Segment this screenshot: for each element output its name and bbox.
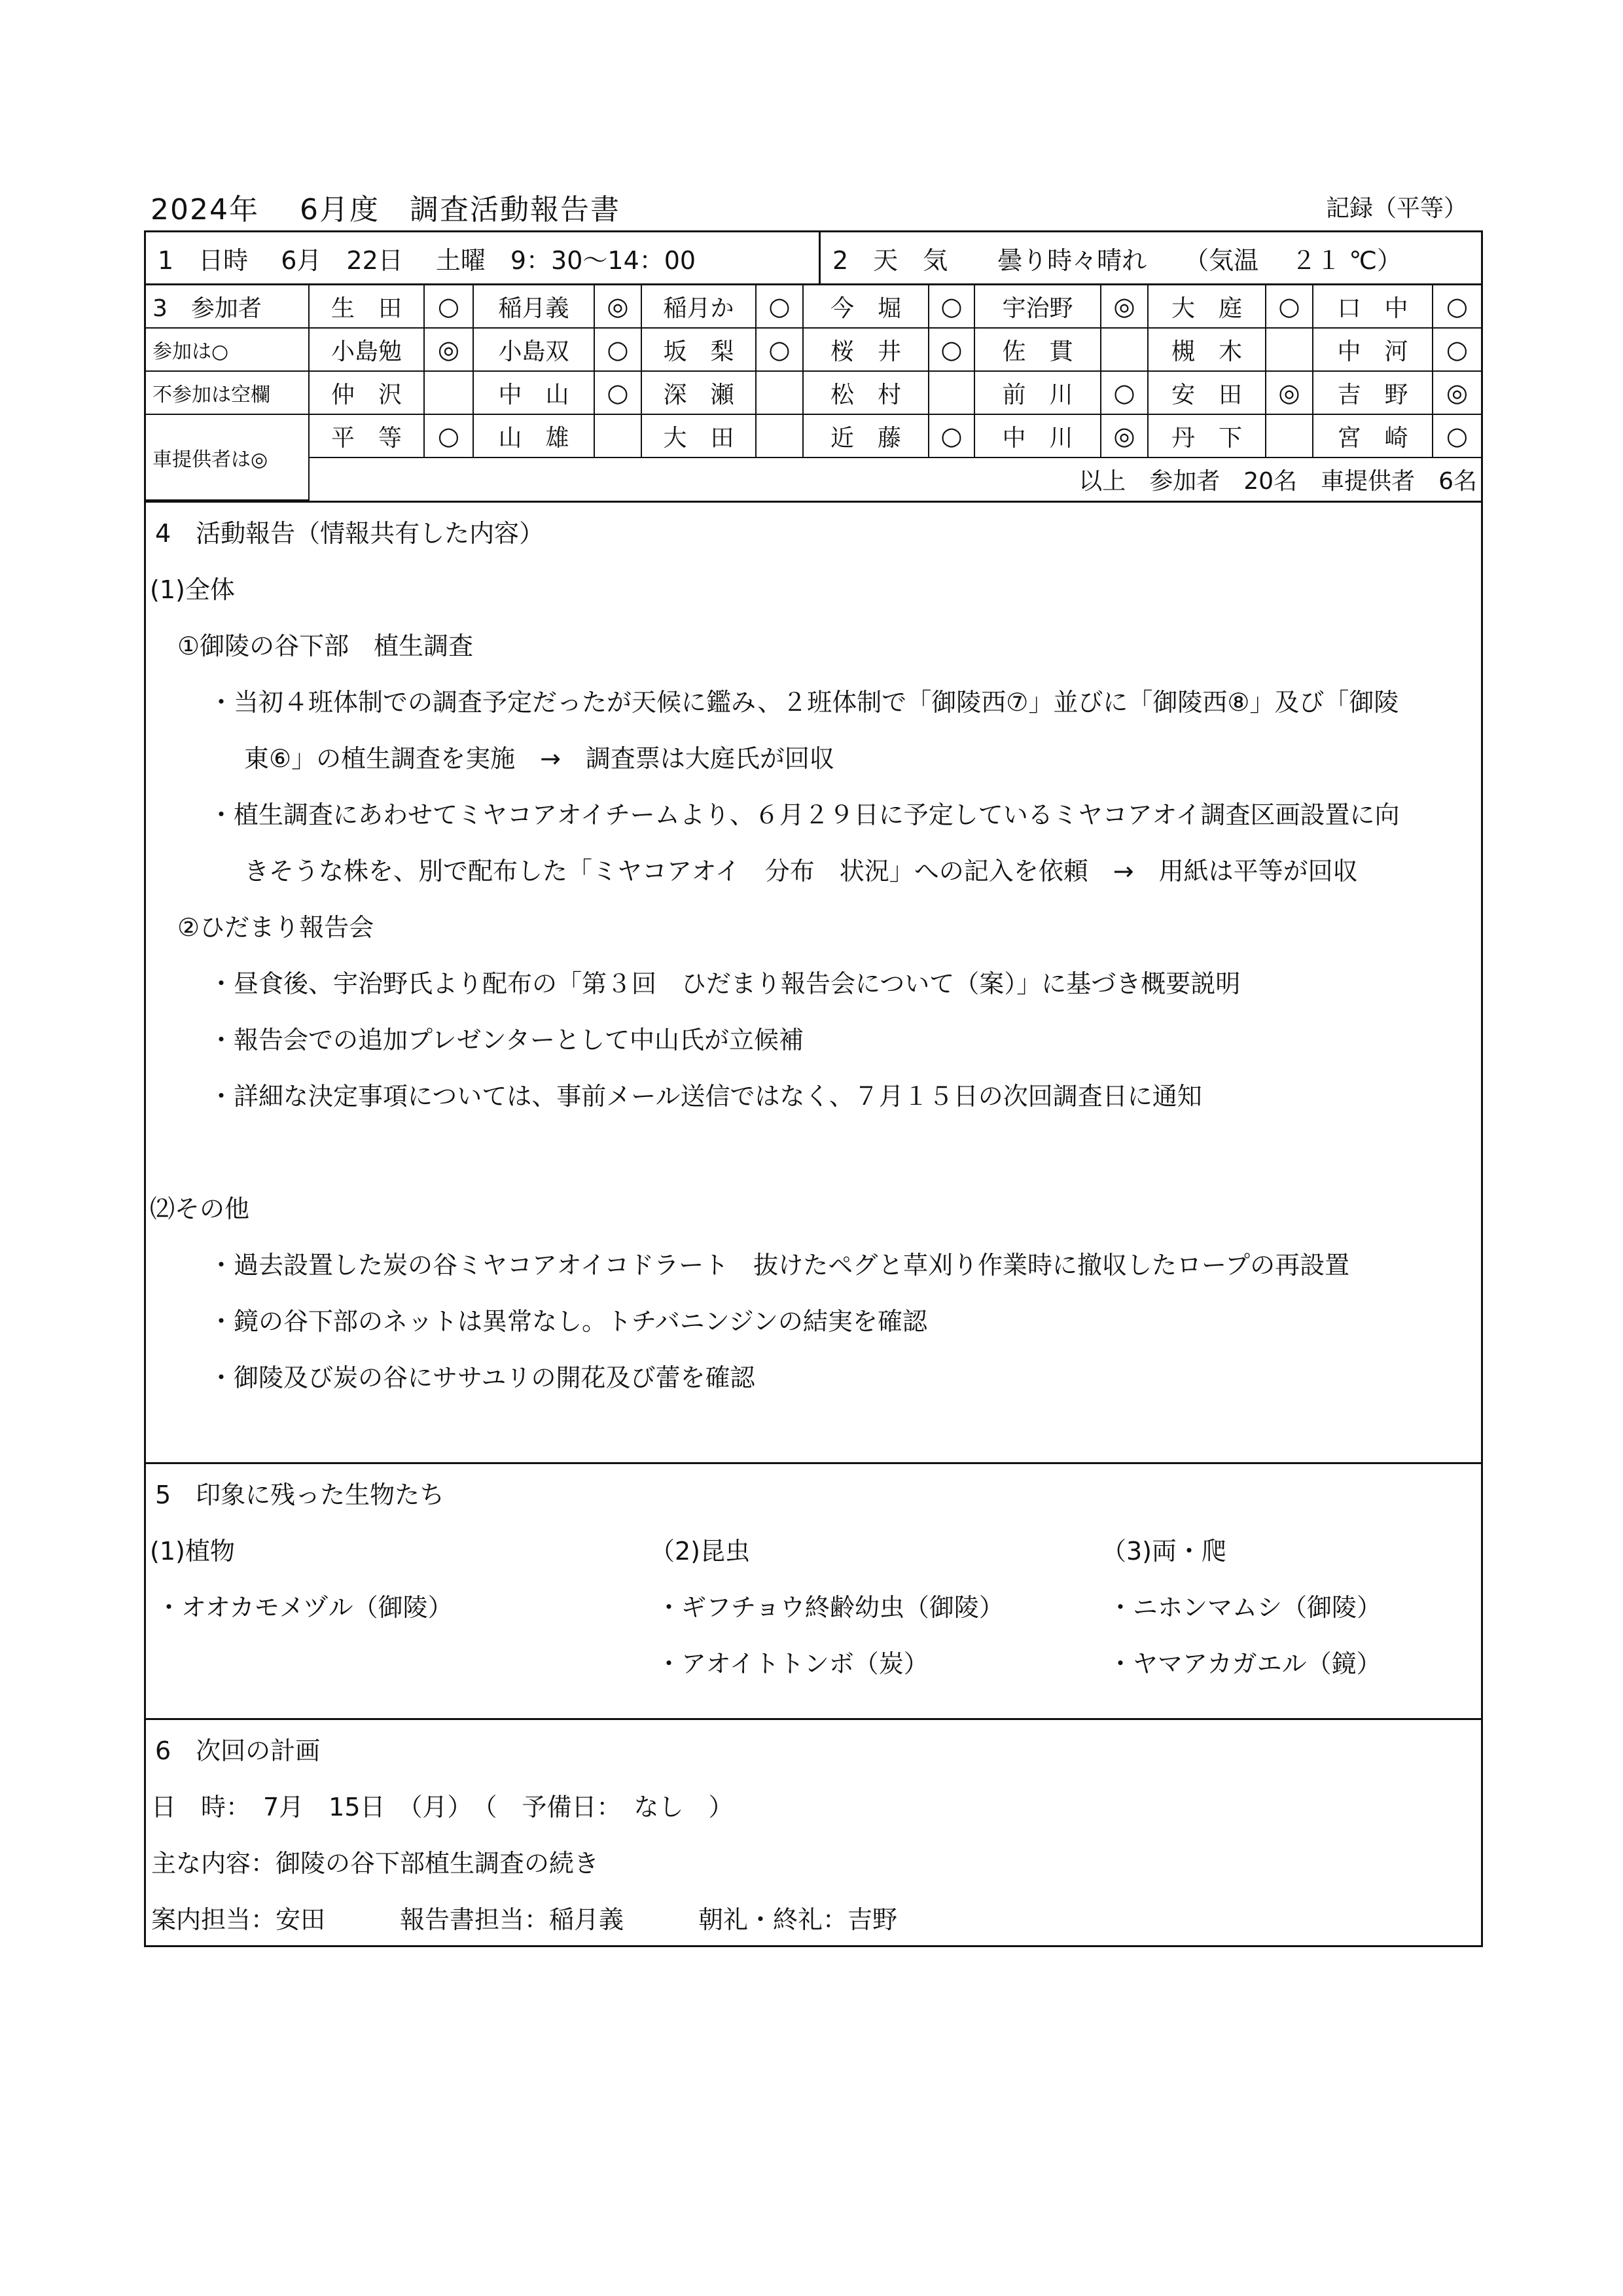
member-name: 丹 下 — [1148, 414, 1266, 457]
attendance-legend: 参加は○ — [146, 328, 309, 371]
attendance-mark: ○ — [1433, 285, 1481, 328]
creature-column-plants — [146, 1520, 650, 1689]
attendance-row — [146, 371, 1481, 414]
creature-heading: （3)両・爬 — [1101, 1536, 1227, 1566]
attendance-mark: ○ — [756, 328, 803, 371]
attendance-mark: ◎ — [1101, 414, 1148, 457]
attendance-total-row — [146, 457, 1481, 500]
attendance-row — [146, 328, 1481, 371]
member-name: 槻 木 — [1148, 328, 1266, 371]
attendance-mark: ○ — [1433, 328, 1481, 371]
attendance-table — [146, 285, 1481, 501]
subsection-other: ⑵その他 — [150, 1194, 250, 1223]
report-line: きそうな株を、別で配布した「ミヤコアオイ 分布 状況」への記入を依頼 → 用紙は平等が回収 — [244, 856, 1358, 886]
subsection-overall: (1)全体 — [150, 575, 235, 604]
report-line: ・昼食後、宇治野氏より配布の「第３回 ひだまり報告会について（案）」に基づき概要説明 — [209, 969, 1241, 998]
section-attendance — [146, 283, 1481, 501]
document-header — [144, 181, 1479, 226]
item-vegetation-title: ①御陵の谷下部 植生調査 — [177, 631, 474, 660]
report-line: ・鏡の谷下部のネットは異常なし。トチバニンジンの結実を確認 — [209, 1306, 927, 1336]
attendance-mark: ◎ — [1101, 285, 1148, 328]
report-line: ・報告会での追加プレゼンターとして中山氏が立候補 — [209, 1025, 804, 1054]
member-name: 平 等 — [309, 414, 424, 457]
attendance-mark — [929, 371, 974, 414]
spacer — [146, 1689, 1481, 1718]
attendance-legend: 3 参加者 — [146, 285, 309, 328]
report-sheet — [144, 230, 1483, 1947]
section-next-plan — [146, 1718, 1481, 1945]
member-name: 宮 崎 — [1313, 414, 1433, 457]
creature-columns — [146, 1520, 1481, 1689]
attendance-mark: ○ — [929, 328, 974, 371]
datetime-cell: 1 日時 6月 22日 土曜 9：30〜14：00 — [158, 245, 696, 275]
member-name: 安 田 — [1148, 371, 1266, 414]
creature-item: ・アオイトトンボ（炭） — [656, 1649, 929, 1678]
next-plan-date: 日 時： 7月 15日 （月） （ 予備日： なし ） — [151, 1792, 734, 1821]
attendance-mark: ○ — [594, 328, 641, 371]
attendance-mark — [424, 371, 473, 414]
creature-item: ・ギフチョウ終齢幼虫（御陵） — [656, 1592, 1004, 1622]
activity-report-title: 4 活動報告（情報共有した内容） — [155, 518, 544, 548]
creature-item: ・オオカモメヅル（御陵） — [156, 1592, 453, 1622]
attendance-row — [146, 285, 1481, 328]
next-plan-staff: 案内担当：安田 報告書担当：稲月義 朝礼・終礼：吉野 — [151, 1905, 898, 1934]
attendance-legend: 不参加は空欄 — [146, 371, 309, 414]
member-name: 大 庭 — [1148, 285, 1266, 328]
attendance-mark — [594, 414, 641, 457]
attendance-mark: ○ — [1101, 371, 1148, 414]
attendance-legend: 車提供者は◎ — [146, 414, 309, 500]
report-line: ・過去設置した炭の谷ミヤコアオイコドラート 抜けたペグと草刈り作業時に撤収したロープの再設置 — [209, 1250, 1350, 1280]
member-name: 佐 貫 — [974, 328, 1101, 371]
member-name: 小島双 — [473, 328, 594, 371]
attendance-mark: ○ — [594, 371, 641, 414]
attendance-mark: ◎ — [1266, 371, 1313, 414]
attendance-mark — [1266, 328, 1313, 371]
member-name: 仲 沢 — [309, 371, 424, 414]
member-name: 稲月義 — [473, 285, 594, 328]
next-plan-content: 主な内容：御陵の谷下部植生調査の続き — [151, 1848, 599, 1878]
spacer — [146, 1122, 1481, 1178]
weather-cell: 2 天 気 曇り時々晴れ （気温 ２１ ℃） — [820, 232, 1482, 283]
member-name: 稲月か — [641, 285, 756, 328]
member-name: 宇治野 — [974, 285, 1101, 328]
item-meeting-title: ②ひだまり報告会 — [177, 912, 374, 942]
member-name: 中 川 — [974, 414, 1101, 457]
attendance-mark — [1266, 414, 1313, 457]
creature-heading: （2)昆虫 — [650, 1536, 751, 1566]
section-datetime-weather — [146, 232, 1481, 283]
section-activity-report — [146, 501, 1481, 1462]
attendance-mark: ○ — [1433, 414, 1481, 457]
member-name: 山 雄 — [473, 414, 594, 457]
creature-item: ・ニホンマムシ（御陵） — [1108, 1592, 1382, 1622]
attendance-mark: ○ — [424, 414, 473, 457]
member-name: 坂 梨 — [641, 328, 756, 371]
member-name: 生 田 — [309, 285, 424, 328]
next-plan-title: 6 次回の計画 — [155, 1736, 321, 1765]
report-line: ・詳細な決定事項については、事前メール送信ではなく、７月１５日の次回調査日に通知 — [209, 1081, 1202, 1111]
recorder-label: 記録（平等） — [1325, 195, 1467, 222]
attendance-row — [146, 414, 1481, 457]
attendance-mark: ○ — [929, 285, 974, 328]
member-name: 松 村 — [803, 371, 929, 414]
section-creatures — [146, 1462, 1481, 1718]
creature-column-amphibians-reptiles — [1101, 1520, 1382, 1689]
member-name: 小島勉 — [309, 328, 424, 371]
attendance-mark: ◎ — [594, 285, 641, 328]
creatures-title: 5 印象に残った生物たち — [155, 1480, 445, 1509]
member-name: 口 中 — [1313, 285, 1433, 328]
member-name: 中 山 — [473, 371, 594, 414]
creature-heading: (1)植物 — [150, 1536, 235, 1566]
report-line: 東⑥」の植生調査を実施 → 調査票は大庭氏が回収 — [244, 744, 834, 773]
attendance-mark: ◎ — [1433, 371, 1481, 414]
member-name: 深 瀬 — [641, 371, 756, 414]
member-name: 吉 野 — [1313, 371, 1433, 414]
attendance-mark: ○ — [424, 285, 473, 328]
attendance-mark: ◎ — [424, 328, 473, 371]
spacer — [146, 1403, 1481, 1462]
member-name: 前 川 — [974, 371, 1101, 414]
report-line: ・御陵及び炭の谷にササユリの開花及び蕾を確認 — [209, 1363, 755, 1392]
attendance-mark: ○ — [929, 414, 974, 457]
report-line: ・植生調査にあわせてミヤコアオイチームより、６月２９日に予定しているミヤコアオイ調査区画設置に向 — [209, 800, 1400, 829]
member-name: 近 藤 — [803, 414, 929, 457]
creature-item: ・ヤマアカガエル（鏡） — [1108, 1649, 1382, 1678]
attendance-mark: ○ — [1266, 285, 1313, 328]
attendance-mark — [756, 414, 803, 457]
attendance-mark — [756, 371, 803, 414]
creature-column-insects — [650, 1520, 1101, 1689]
attendance-mark: ○ — [756, 285, 803, 328]
member-name: 今 堀 — [803, 285, 929, 328]
document-title: 2024年 6月度 調査活動報告書 — [151, 193, 620, 226]
member-name: 大 田 — [641, 414, 756, 457]
attendance-mark — [1101, 328, 1148, 371]
member-name: 中 河 — [1313, 328, 1433, 371]
attendance-total: 以上 参加者 20名 車提供者 6名 — [309, 457, 1481, 500]
report-line: ・当初４班体制での調査予定だったが天候に鑑み、２班体制で「御陵西⑦」並びに「御陵西⑧」及び「御陵 — [209, 687, 1399, 717]
member-name: 桜 井 — [803, 328, 929, 371]
